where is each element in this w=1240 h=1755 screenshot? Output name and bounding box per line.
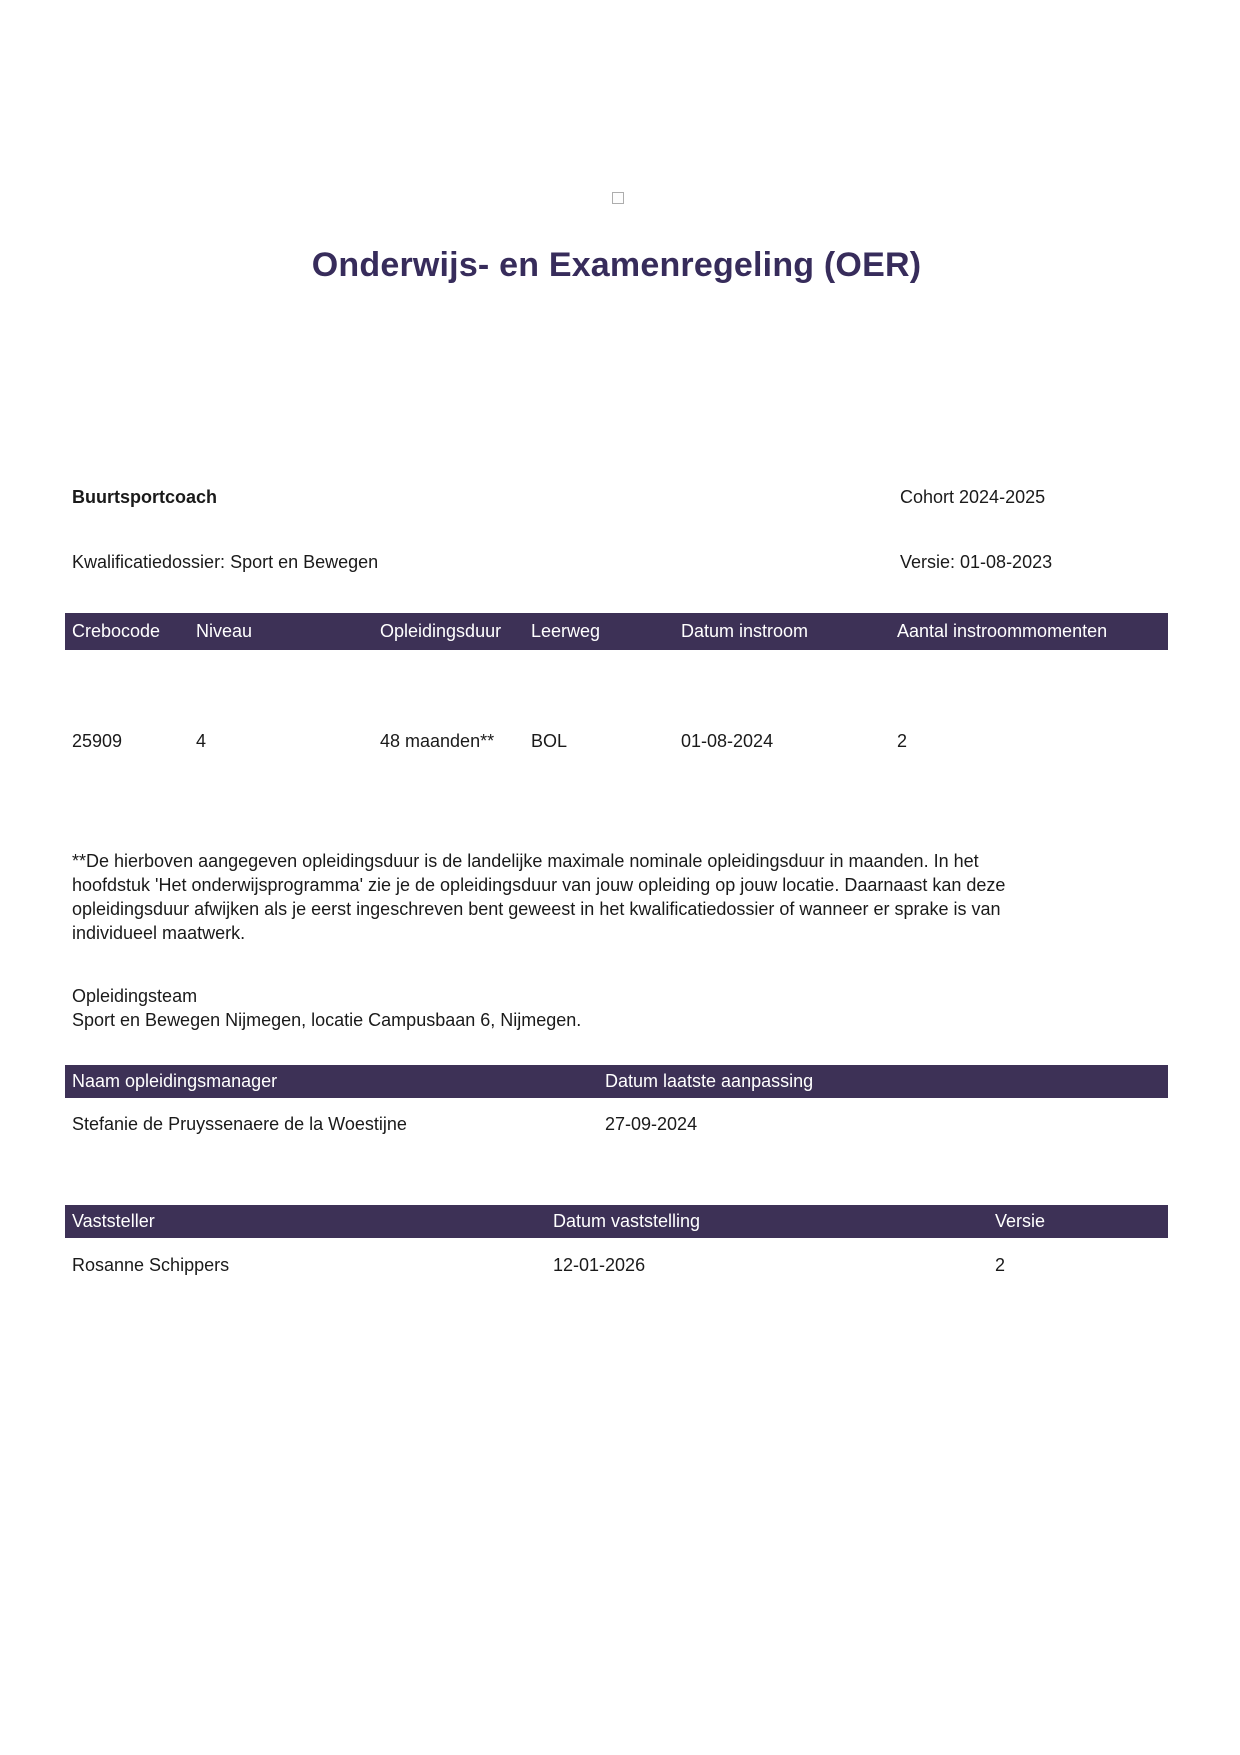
column-header-datum-vaststelling: Datum vaststelling (553, 1211, 701, 1231)
versie-label: Versie: 01-08-2023 (900, 552, 1053, 572)
cell-versie: 2 (995, 1255, 1006, 1275)
vaststelling-table-row (65, 1255, 1168, 1276)
footnote-line: **De hierboven aangegeven opleidingsduur is de landelijke maximale nominale opleidingsduur in maanden. In het (72, 851, 979, 871)
kwalificatiedossier-label: Kwalificatiedossier: Sport en Bewegen (72, 552, 379, 572)
column-header-datum-instroom: Datum instroom (681, 621, 809, 641)
broken-image-icon (612, 192, 624, 204)
program-table-header (65, 613, 1168, 650)
column-header-versie: Versie (995, 1211, 1046, 1231)
column-header-vaststeller: Vaststeller (72, 1211, 155, 1231)
cell-crebocode: 25909 (72, 731, 123, 751)
manager-table-header (65, 1065, 1168, 1098)
footnote-line: opleidingsduur afwijken als je eerst ingeschreven bent geweest in het kwalificatiedossier of wanneer er sprake is van (72, 899, 1001, 919)
cohort-label: Cohort 2024-2025 (900, 487, 1046, 507)
column-header-aantal-instroommomenten: Aantal instroommomenten (897, 621, 1108, 641)
cell-aantal-instroommomenten: 2 (897, 731, 908, 751)
program-name: Buurtsportcoach (72, 487, 218, 507)
cell-datum-laatste-aanpassing: 27-09-2024 (605, 1114, 698, 1134)
vaststelling-table-header (65, 1205, 1168, 1238)
program-table-row (65, 731, 1168, 752)
cell-naam-opleidingsmanager: Stefanie de Pruyssenaere de la Woestijne (72, 1114, 407, 1134)
cell-datum-vaststelling: 12-01-2026 (553, 1255, 646, 1275)
footnote-line: individueel maatwerk. (72, 923, 246, 943)
footnote-line: hoofdstuk 'Het onderwijsprogramma' zie je de opleidingsduur van jouw opleiding op jouw locatie. Daarnaast kan deze (72, 875, 1006, 895)
column-header-opleidingsduur: Opleidingsduur (380, 621, 502, 641)
cell-niveau: 4 (196, 731, 207, 751)
cell-vaststeller: Rosanne Schippers (72, 1255, 230, 1275)
page-title: Onderwijs- en Examenregeling (OER) (311, 246, 922, 284)
cell-datum-instroom: 01-08-2024 (681, 731, 774, 751)
opleidingsteam-section (72, 984, 1172, 1032)
program-table (65, 613, 1168, 752)
column-header-datum-laatste-aanpassing: Datum laatste aanpassing (605, 1071, 814, 1091)
manager-table (65, 1065, 1168, 1135)
cell-leerweg: BOL (531, 731, 568, 751)
cell-opleidingsduur: 48 maanden** (380, 731, 495, 751)
column-header-niveau: Niveau (196, 621, 253, 641)
vaststelling-table (65, 1205, 1168, 1276)
meta-row-program (65, 487, 1168, 511)
meta-row-kwalificatie (65, 552, 1168, 576)
column-header-leerweg: Leerweg (531, 621, 601, 641)
manager-table-row (65, 1114, 1168, 1135)
column-header-crebocode: Crebocode (72, 621, 161, 641)
column-header-naam-opleidingsmanager: Naam opleidingsmanager (72, 1071, 278, 1091)
opleidingsduur-footnote (72, 849, 1172, 945)
opleidingsteam-location: Sport en Bewegen Nijmegen, locatie Campusbaan 6, Nijmegen. (72, 1010, 582, 1030)
opleidingsteam-heading: Opleidingsteam (72, 986, 198, 1006)
